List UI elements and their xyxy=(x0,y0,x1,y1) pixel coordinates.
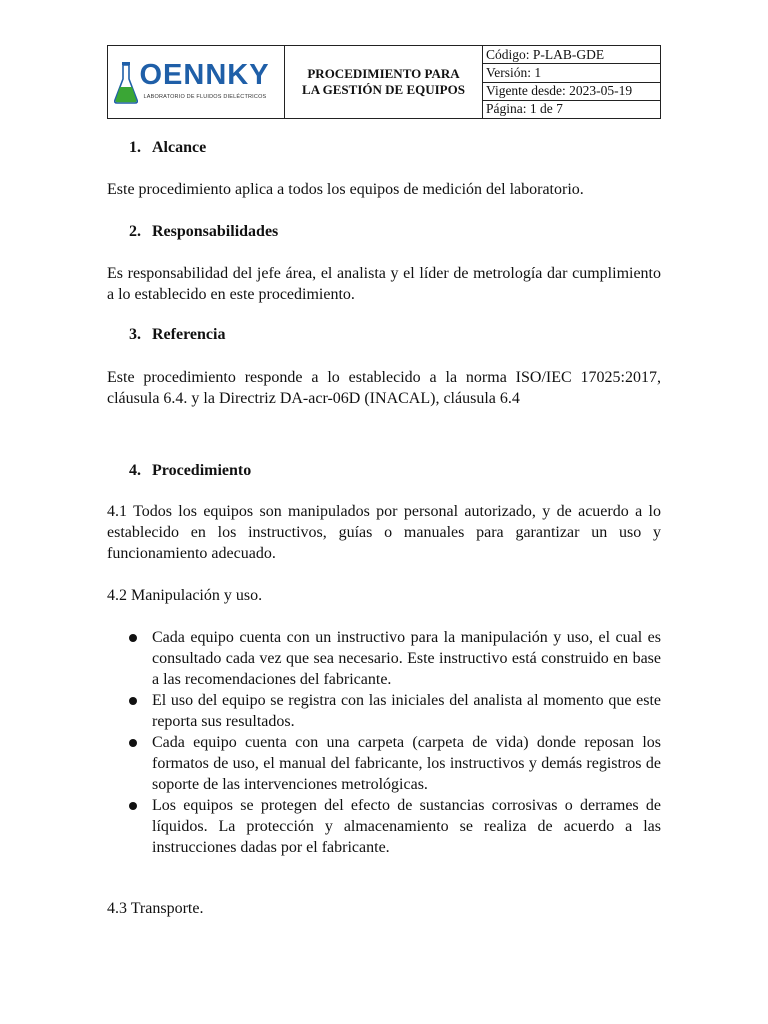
list-item xyxy=(107,795,661,858)
section-title: Alcance xyxy=(152,139,207,156)
list-item-text: El uso del equipo se registra con las iniciales del analista al momento que este reporta sus resultados. xyxy=(152,692,661,730)
section-number: 1. xyxy=(129,139,141,156)
bullet-icon xyxy=(129,634,137,642)
logo-subtitle: LABORATORIO DE FLUIDOS DIELÉCTRICOS xyxy=(143,94,267,100)
meta-version: Versión: 1 xyxy=(483,64,660,82)
title-line-1: PROCEDIMIENTO PARA xyxy=(307,66,460,81)
section-heading-referencia xyxy=(129,324,225,345)
bullet-icon xyxy=(129,739,137,747)
paragraph-4-3: 4.3 Transporte. xyxy=(107,900,204,917)
document-title xyxy=(285,46,483,118)
section-heading-responsabilidades xyxy=(129,221,278,242)
meta-codigo: Código: P-LAB-GDE xyxy=(483,46,660,64)
flask-icon xyxy=(114,62,138,104)
bullet-icon xyxy=(129,697,137,705)
list-item-text: Los equipos se protegen del efecto de sustancias corrosivas o derrames de líquidos. La protección y almacenamiento se realiza de acuerdo a las instrucciones dadas por el fabricante. xyxy=(152,797,661,856)
paragraph-4-1: 4.1 Todos los equipos son manipulados por personal autorizado, y de acuerdo a lo establecido en los instructivos, guías o manuales para garantizar un uso y funcionamiento adecuado. xyxy=(107,503,661,562)
bullet-icon xyxy=(129,802,137,810)
logo-wordmark: OENNKY xyxy=(139,59,270,91)
list-item xyxy=(107,732,661,795)
section-number: 3. xyxy=(129,326,141,343)
section-heading-procedimiento xyxy=(129,460,251,481)
list-item-text: Cada equipo cuenta con un instructivo para la manipulación y uso, el cual es consultado cada vez que sea necesario. Este instructivo está construido en base a las recomendaciones del fabricante. xyxy=(152,629,661,688)
section-title: Procedimiento xyxy=(152,462,252,479)
section-heading-alcance xyxy=(129,137,206,158)
logo-cell xyxy=(108,46,285,118)
section-number: 2. xyxy=(129,223,141,240)
section-title: Responsabilidades xyxy=(152,223,279,240)
section-body-referencia: Este procedimiento responde a lo establecido a la norma ISO/IEC 17025:2017, cláusula 6.4. y la Directriz DA-acr-06D (INACAL), cláusula 6.4 xyxy=(107,369,661,407)
company-logo xyxy=(114,58,279,106)
paragraph-4-2: 4.2 Manipulación y uso. xyxy=(107,587,263,604)
list-item xyxy=(107,690,661,732)
section-title: Referencia xyxy=(152,326,226,343)
bullet-list xyxy=(107,627,661,858)
section-body-responsabilidades: Es responsabilidad del jefe área, el analista y el líder de metrología dar cumplimiento a lo establecido en este procedimiento. xyxy=(107,265,661,303)
section-body-alcance: Este procedimiento aplica a todos los equipos de medición del laboratorio. xyxy=(107,181,584,198)
meta-pagina: Página: 1 de 7 xyxy=(486,101,563,117)
document-header-table xyxy=(107,45,661,119)
list-item-text: Cada equipo cuenta con una carpeta (carpeta de vida) donde reposan los formatos de uso, el manual del fabricante, los instructivos y demás registros de soporte de las intervenciones metrológicas. xyxy=(152,734,661,793)
section-number: 4. xyxy=(129,462,141,479)
list-item xyxy=(107,627,661,690)
meta-vigente: Vigente desde: 2023-05-19 xyxy=(483,83,660,101)
document-metadata xyxy=(483,46,660,118)
title-line-2: LA GESTIÓN DE EQUIPOS xyxy=(302,82,465,97)
